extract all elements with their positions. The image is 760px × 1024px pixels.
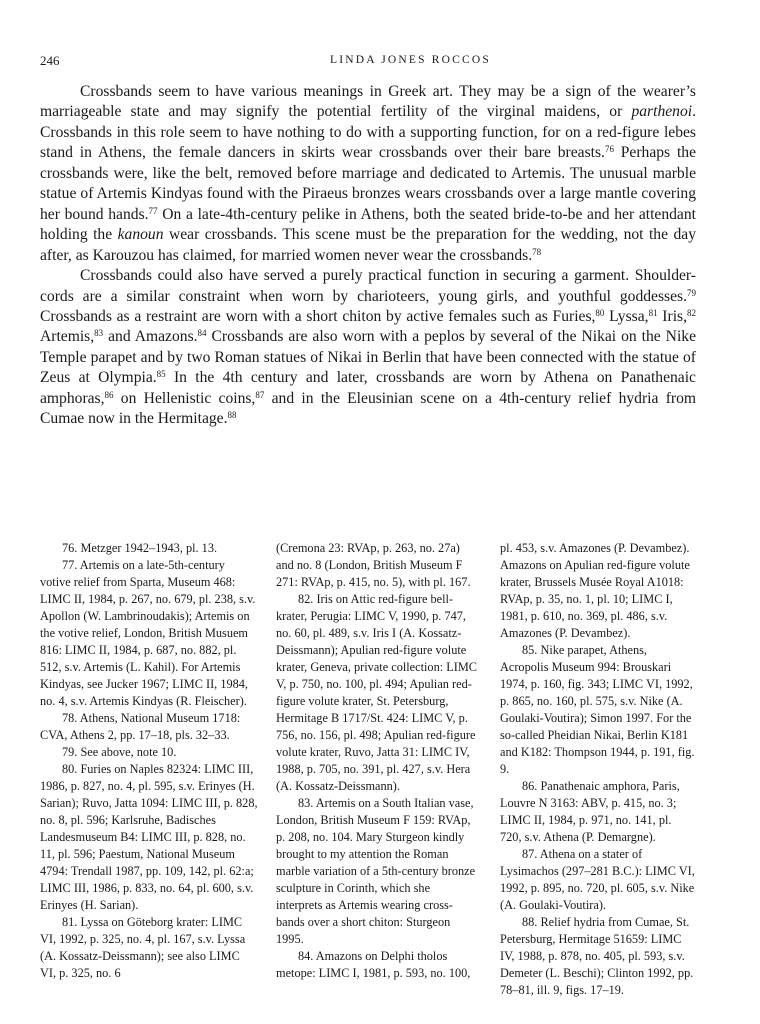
footnote: 82. Iris on Attic red-figure bell-krater, Perugia: LIMC V, 1990, p. 747, no. 60, pl. 489, s.v. Iris I (A. Kossatz-Deissmann); Apulian red-figure volute krater, Geneva, private collection: LIMC V, p. 750, no. 100, pl. 494; Apulian red-figure volute krater, St. Petersburg, Hermitage B 1717/St. 424: LIMC V, p. 756, no. 156, pl. 498; Apulian red-figure volute krater, Ruvo, Jatta 31: LIMC IV, 1988, p. 705, no. 391, pl. 427, s.v. Hera (A. Kossatz-Deissmann). [276, 592, 477, 793]
footnote: 83. Artemis on a South Italian vase, London, British Museum F 159: RVAp, p. 208, no. 104. Mary Sturgeon kindly brought to my attention the Roman marble variation of a 5th-century bronze sculpture in Corinth, which she interprets as Artemis wearing cross-bands over a short chiton: Sturgeon 1995. [276, 796, 476, 946]
text-run: Crossbands could also have served a purely practical function in securing a garment. Shoulder-cords are a similar constraint when worn by charioteers, young girls, and youthful goddesses. [40, 267, 696, 305]
footnote: 78. Athens, National Museum 1718: CVA, Athens 2, pp. 17–18, pls. 32–33. [40, 711, 241, 742]
running-head: LINDA JONES ROCCOS [330, 54, 492, 66]
footnote: 80. Furies on Naples 82324: LIMC III, 1986, p. 827, no. 4, pl. 595, s.v. Erinyes (H. Sarian); Ruvo, Jatta 1094: LIMC III, p. 828, no. 8, pl. 596; Karlsruhe, Badisches Landesmuseum B4: LIMC III, p. 828, no. 11, pl. 596; Paestum, National Museum 4794: Trendall 1987, pp. 109, 142, pl. 62:a; LIMC III, 1986, p. 833, no. 64, pl. 600, s.v. Erinyes (H. Sarian). [40, 762, 258, 912]
footnote-ref[interactable]: 76 [604, 144, 614, 155]
footnote-ref[interactable]: 77 [148, 205, 158, 216]
text-run: Crossbands seem to have various meanings in Greek art. They may be a sign of the wearer’s marriageable state and may signify the potential fertility of the virginal maidens, or [40, 83, 696, 121]
text-run: On a late-4th-century pelike in Athens, both the seated bride-to-be and her attendant holding the [40, 205, 696, 244]
footnote-ref[interactable]: 85 [156, 369, 166, 380]
footnote: 77. Artemis on a late-5th-century votive relief from Sparta, Museum 468: LIMC II, 1984, p. 267, no. 679, pl. 238, s.v. Apollon (W. Lambrinoudakis); Artemis on the votive relief, London, British Musuem 816: LIMC II, 1984, p. 687, no. 882, pl. 512, s.v. Artemis (L. Kahil). For Artemis Kindyas, see Jucker 1967; LIMC II, 1984, no. 4, s.v. Artemis Kindyas (R. Fleischer). [40, 558, 256, 708]
footnote: 88. Relief hydria from Cumae, St. Petersburg, Hermitage 51659: LIMC IV, 1988, p. 878, no. 405, pl. 593, s.v. Demeter (L. Beschi); Clinton 1992, pp. 78–81, ill. 9, figs. 17–19. [500, 915, 694, 997]
footnote-continued: pl. 453, s.v. Amazones (P. Devambez). Amazons on Apulian red-figure volute krater, Brussels Musée Royal A1018: RVAp, p. 35, no. 1, pl. 10; LIMC I, 1981, p. 610, no. 369, pl. 486, s.v. Amazones (P. Devambez). [500, 541, 690, 640]
footnote-ref[interactable]: 84 [197, 328, 207, 339]
footnote-ref[interactable]: 88 [227, 410, 237, 421]
footnote-ref[interactable]: 82 [687, 307, 696, 318]
text-run: on Hellenistic coins, [113, 389, 256, 407]
footnote-ref[interactable]: 80 [595, 307, 605, 318]
footnote: 86. Panathenaic amphora, Paris, Louvre N 3163: ABV, p. 415, no. 3; LIMC II, 1984, p. 971, no. 141, pl. 720, s.v. Athena (P. Demargne). [500, 779, 680, 844]
footnote-ref[interactable]: 86 [104, 389, 114, 400]
footnote: 87. Athena on a stater of Lysimachos (297–281 B.C.): LIMC VI, 1992, p. 895, no. 720, pl. 605, s.v. Nike (A. Goulaki-Voutira). [500, 847, 695, 912]
footnote: 81. Lyssa on Göteborg krater: LIMC VI, 1992, p. 325, no. 4, pl. 167, s.v. Lyssa (A. Kossatz-Deissmann); see also LIMC VI, p. 325, no. 6 [40, 915, 246, 980]
text-run: In the 4th century and later, crossbands are worn by Athena on Panathenaic amphoras, [40, 369, 696, 407]
text-run: and Amazons. [103, 328, 198, 346]
footnote: 84. Amazons on Delphi tholos metope: LIMC I, 1981, p. 593, no. 100, [276, 949, 471, 980]
italic-term: parthenoi [631, 103, 693, 121]
text-run: Crossbands as a restraint are worn with a short chiton by active females such as Furies, [40, 307, 596, 325]
footnotes-column-1 [40, 540, 258, 982]
body-text [40, 82, 696, 430]
footnote-continued: (Cremona 23: RVAp, p. 263, no. 27a) and no. 8 (London, British Museum F 271: RVAp, p. 415, no. 5), with pl. 167. [276, 541, 471, 589]
footnote-ref[interactable]: 79 [687, 287, 696, 298]
text-run: Perhaps the crossbands were, like the belt, removed before marriage and dedicated to Artemis. The unusual marble statue of Artemis Kindyas found with the Piraeus bronzes wears crossbands over a large mantle covering her bound hands. [40, 144, 696, 223]
footnote: 76. Metzger 1942–1943, pl. 13. [62, 541, 218, 555]
text-run: Lyssa, [604, 307, 649, 325]
footnote-ref[interactable]: 81 [648, 307, 658, 318]
paragraph-1 [40, 82, 696, 266]
text-run: wear crossbands. This scene must be the preparation for the wedding, not the day after, as Karouzou has claimed, for married women never wear the crossbands. [40, 226, 696, 264]
footnote-ref[interactable]: 78 [532, 246, 542, 257]
footnotes-column-3 [500, 540, 696, 999]
text-run: . Crossbands in this role seem to have nothing to do with a supporting function, for on a red-figure lebes stand in Athens, the female dancers in skirts wear crossbands over their bare breasts. [40, 103, 696, 162]
footnote: 79. See above, note 10. [62, 745, 177, 759]
footnote: 85. Nike parapet, Athens, Acropolis Museum 994: Brouskari 1974, p. 160, fig. 343; LIMC VI, 1992, p. 865, no. 160, pl. 575, s.v. Nike (A. Goulaki-Voutira); Simon 1997. For the so-called Pheidian Nikai, Berlin K181 and K182: Thompson 1944, p. 191, fig. 9. [500, 643, 695, 776]
text-run: and in the Eleusinian scene on a 4th-century relief hydria from Cumae now in the Hermitage. [40, 389, 697, 428]
text-run: Artemis, [40, 328, 95, 346]
footnote-ref[interactable]: 83 [94, 328, 104, 339]
paragraph-2 [40, 266, 696, 430]
text-run: Crossbands are also worn with a peplos by several of the Nikai on the Nike Temple parapet and by two Roman statues of Nikai in Berlin that have been connected with the statue of Zeus at Olympia. [40, 328, 696, 387]
page-number: 246 [40, 53, 60, 68]
footnotes-column-2 [276, 540, 479, 982]
text-run: Iris, [657, 307, 687, 325]
footnote-ref[interactable]: 87 [255, 389, 265, 400]
italic-term: kanoun [117, 226, 164, 244]
